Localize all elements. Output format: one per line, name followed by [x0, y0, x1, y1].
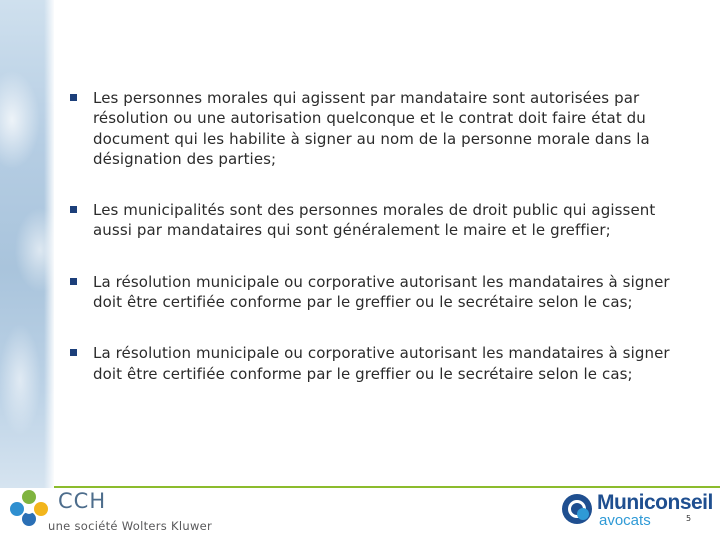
- municonseil-mark-icon: [562, 494, 592, 524]
- bullet-text: La résolution municipale ou corporative autorisant les mandataires à signer doit être certifiée conforme par le greffier ou le secrétaire selon le cas;: [93, 272, 670, 312]
- municonseil-wordmark: Municonseil: [597, 491, 713, 514]
- square-bullet-icon: [70, 206, 77, 213]
- cch-globe-icon: [10, 490, 50, 528]
- cch-wordmark: CCH: [58, 489, 107, 513]
- square-bullet-icon: [70, 349, 77, 356]
- bullet-text: La résolution municipale ou corporative autorisant les mandataires à signer doit être certifiée conforme par le greffier ou le secrétaire selon le cas;: [93, 344, 670, 383]
- municonseil-logo: [562, 492, 712, 532]
- bullet-item: [70, 272, 690, 313]
- decorative-side-panel: [0, 0, 54, 488]
- footer-divider: [54, 486, 720, 488]
- square-bullet-icon: [70, 94, 77, 101]
- square-bullet-icon: [70, 278, 77, 285]
- bullet-item: [70, 200, 690, 241]
- page-number: 5: [686, 514, 692, 523]
- bullet-item: [70, 88, 690, 169]
- slide-body: [70, 88, 690, 384]
- bullet-text: Les municipalités sont des personnes morales de droit public qui agissent aussi par mandataires qui sont généralement le maire et le greffier;: [93, 201, 656, 240]
- bullet-text: Les personnes morales qui agissent par mandataire sont autorisées par résolution ou une autorisation quelconque et le contrat doit faire état du document qui les habilite à signer au nom de la personne morale dans la désignation des parties;: [93, 89, 650, 168]
- bullet-item: [70, 343, 690, 384]
- municonseil-subtitle: avocats: [599, 512, 651, 529]
- cch-logo: [8, 489, 218, 537]
- cch-tagline: une société Wolters Kluwer: [48, 519, 213, 533]
